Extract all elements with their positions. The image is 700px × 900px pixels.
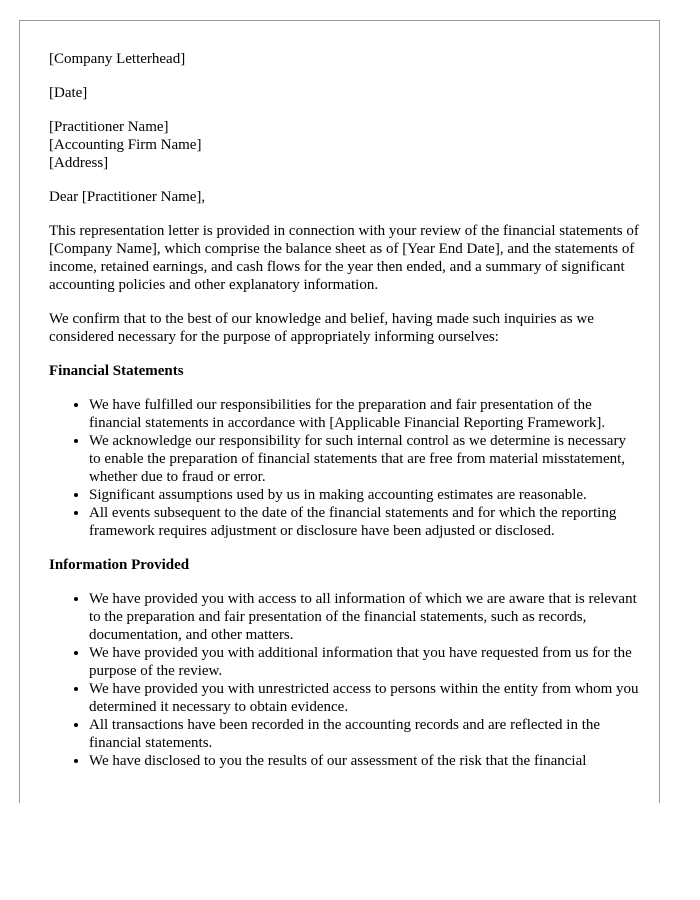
- intro-paragraph: This representation letter is provided in connection with your review of the financial statements of [Company Name], which comprise the balance sheet as of [Year End Date], and the statements of income, retained earnings, and cash flows for the year then ended, and a summary of significant accounting policies and other explanatory information.: [49, 223, 639, 293]
- recipient-name: [Practitioner Name]: [49, 119, 169, 135]
- list-item: • We have provided you with access to all information of which we are aware that is relevant to the preparation and fair presentation of the financial statements, such as records, documentation, and other matters.: [89, 590, 639, 644]
- salutation: Dear [Practitioner Name],: [49, 189, 206, 205]
- recipient-firm: [Accounting Firm Name]: [49, 137, 202, 153]
- recipient-address: [Address]: [49, 155, 109, 171]
- list-item: • We have provided you with unrestricted access to persons within the entity from whom you determined it necessary to obtain evidence.: [89, 680, 639, 716]
- list-item: • Significant assumptions used by us in making accounting estimates are reasonable.: [89, 486, 639, 504]
- letter-content: [49, 50, 639, 786]
- section-heading-information-provided: Information Provided: [49, 557, 190, 573]
- list-item: • All events subsequent to the date of the financial statements and for which the reporting framework requires adjustment or disclosure have been adjusted or disclosed.: [89, 504, 639, 540]
- list-item: • We have disclosed to you the results of our assessment of the risk that the financial: [89, 752, 639, 770]
- letter-date: [Date]: [49, 85, 88, 101]
- list-item: • All transactions have been recorded in the accounting records and are reflected in the financial statements.: [89, 716, 639, 752]
- list-item: • We have provided you with additional information that you have requested from us for the purpose of the review.: [89, 644, 639, 680]
- list-item: • We acknowledge our responsibility for such internal control as we determine is necessary to enable the preparation of financial statements that are free from material misstatement, whether due to fraud or error.: [89, 432, 639, 486]
- confirm-paragraph: We confirm that to the best of our knowledge and belief, having made such inquiries as we considered necessary for the purpose of appropriately informing ourselves:: [49, 311, 594, 345]
- letter-page: [19, 20, 660, 803]
- recipient-block: [49, 118, 639, 172]
- section-heading-financial-statements: Financial Statements: [49, 363, 184, 379]
- letterhead: [Company Letterhead]: [49, 51, 186, 67]
- list-item: • We have fulfilled our responsibilities for the preparation and fair presentation of the financial statements in accordance with [Applicable Financial Reporting Framework].: [89, 396, 639, 432]
- information-provided-list: [49, 590, 639, 770]
- financial-statements-list: [49, 396, 639, 540]
